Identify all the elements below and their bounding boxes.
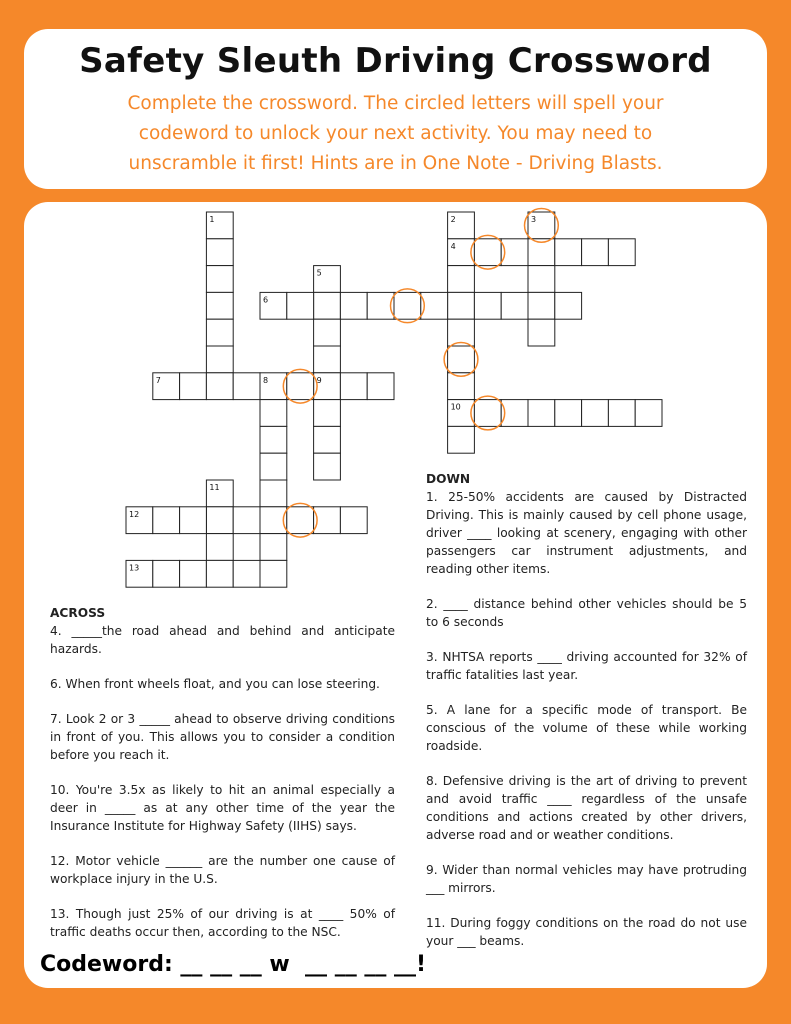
grid-cell[interactable]	[260, 480, 287, 507]
clue-number: 12	[129, 509, 140, 519]
grid-cell[interactable]	[233, 507, 260, 534]
grid-cell[interactable]	[206, 373, 233, 400]
grid-cell[interactable]	[287, 292, 314, 319]
clue-number: 5	[316, 268, 322, 278]
across-clue: 4. _____the road ahead and behind and anticipate hazards.	[50, 624, 395, 656]
down-clue: 11. During foggy conditions on the road do not use your ___ beams.	[426, 916, 747, 948]
clue-number: 3	[531, 215, 537, 224]
instructions-line: Complete the crossword. The circled letters will spell your	[127, 93, 664, 114]
clue-number: 6	[263, 295, 269, 305]
grid-cell[interactable]	[340, 507, 367, 534]
grid-cell[interactable]	[180, 560, 207, 587]
clue-number: 8	[263, 375, 269, 385]
instructions	[54, 89, 737, 179]
grid-cell[interactable]	[206, 560, 233, 587]
grid-cell[interactable]	[206, 239, 233, 266]
grid-cell[interactable]	[340, 292, 367, 319]
grid-cell[interactable]	[314, 292, 341, 319]
grid-cell[interactable]	[260, 426, 287, 453]
grid-cell[interactable]	[233, 373, 260, 400]
grid-cell[interactable]	[314, 400, 341, 427]
clue-number: 1	[209, 215, 215, 224]
grid-cell[interactable]	[260, 453, 287, 480]
down-clue: 1. 25-50% accidents are caused by Distracted Driving. This is mainly caused by cell phone usage, driver ____ looking at scenery, engaging with other passengers car instrument adjustments, and reading other items.	[426, 490, 747, 576]
clue-number: 11	[209, 483, 220, 492]
grid-cell[interactable]	[233, 560, 260, 587]
grid-cell[interactable]	[448, 426, 475, 453]
page-title: Safety Sleuth Driving Crossword	[79, 41, 712, 81]
grid-cell[interactable]	[555, 239, 582, 266]
clue-number: 9	[316, 375, 322, 385]
down-clue: 2. ____ distance behind other vehicles should be 5 to 6 seconds	[426, 597, 747, 629]
grid-cell[interactable]	[206, 319, 233, 346]
grid-cell[interactable]	[528, 319, 555, 346]
grid-cell[interactable]	[287, 507, 314, 534]
grid-cell[interactable]	[206, 507, 233, 534]
across-clues	[50, 604, 395, 958]
clue-number: 2	[450, 215, 456, 224]
across-clue: 12. Motor vehicle ______ are the number one cause of workplace injury in the U.S.	[50, 854, 395, 886]
clue-number: 10	[450, 402, 461, 412]
grid-cell[interactable]	[206, 534, 233, 561]
grid-cell[interactable]	[608, 400, 635, 427]
grid-cell[interactable]	[287, 373, 314, 400]
instructions-line: codeword to unlock your next activity. You may need to	[138, 123, 653, 144]
grid-cell[interactable]	[153, 560, 180, 587]
down-heading: DOWN	[426, 472, 471, 486]
clue-number: 13	[129, 563, 140, 573]
grid-cell[interactable]	[340, 373, 367, 400]
grid-cell[interactable]	[474, 239, 501, 266]
grid-cell[interactable]	[314, 453, 341, 480]
grid-cell[interactable]	[260, 534, 287, 561]
grid-cell[interactable]	[314, 319, 341, 346]
grid-cell[interactable]	[528, 400, 555, 427]
grid-cell[interactable]	[448, 292, 475, 319]
down-clue: 8. Defensive driving is the art of driving to prevent and avoid traffic ____ regardless of the unsafe conditions and actions created by other drivers, adverse road and or weather conditions.	[426, 774, 747, 842]
grid-cell[interactable]	[180, 373, 207, 400]
header-card	[24, 29, 767, 189]
down-clue: 9. Wider than normal vehicles may have protruding ___ mirrors.	[426, 863, 747, 895]
across-clue: 13. Though just 25% of our driving is at ____ 50% of traffic deaths occur then, according to the NSC.	[50, 907, 395, 939]
across-clue: 6. When front wheels float, and you can lose steering.	[50, 677, 380, 691]
grid-cell[interactable]	[582, 400, 609, 427]
grid-cell[interactable]	[206, 266, 233, 293]
down-clue: 3. NHTSA reports ____ driving accounted for 32% of traffic fatalities last year.	[426, 650, 747, 682]
grid-cell[interactable]	[635, 400, 662, 427]
across-heading: ACROSS	[50, 606, 106, 620]
grid-cell[interactable]	[555, 400, 582, 427]
grid-cell[interactable]	[555, 292, 582, 319]
grid-cell[interactable]	[206, 292, 233, 319]
across-clue: 10. You're 3.5x as likely to hit an animal especially a deer in _____ as at any other time of the year the Insurance Institute for Highway Safety (IIHS) says.	[50, 783, 395, 833]
puzzle-card	[24, 202, 767, 988]
grid-cell[interactable]	[314, 426, 341, 453]
instructions-line: unscramble it first! Hints are in One Note - Driving Blasts.	[128, 153, 663, 174]
down-clue: 5. A lane for a specific mode of transport. Be conscious of the volume of these while working roadside.	[426, 703, 747, 753]
grid-cell[interactable]	[582, 239, 609, 266]
clue-number: 4	[450, 241, 456, 251]
grid-cell[interactable]	[501, 292, 528, 319]
grid-cell[interactable]	[608, 239, 635, 266]
clue-number: 7	[155, 375, 161, 385]
grid-cell[interactable]	[474, 292, 501, 319]
grid-cell[interactable]	[448, 266, 475, 293]
grid-cell[interactable]	[367, 373, 394, 400]
grid-cell[interactable]	[528, 266, 555, 293]
grid-cell[interactable]	[528, 292, 555, 319]
grid-cell[interactable]	[314, 346, 341, 373]
grid-cell[interactable]	[153, 507, 180, 534]
grid-cell[interactable]	[474, 400, 501, 427]
across-clue: 7. Look 2 or 3 _____ ahead to observe driving conditions in front of you. This allows you to consider a condition before you reach it.	[50, 712, 395, 762]
grid-cell[interactable]	[206, 346, 233, 373]
grid-cell[interactable]	[448, 346, 475, 373]
codeword-line: Codeword: __ __ __ w __ __ __ __!	[40, 952, 427, 977]
down-clues	[426, 470, 747, 967]
grid-cell[interactable]	[394, 292, 421, 319]
grid-cell[interactable]	[260, 400, 287, 427]
grid-cell[interactable]	[260, 560, 287, 587]
grid-cell[interactable]	[180, 507, 207, 534]
